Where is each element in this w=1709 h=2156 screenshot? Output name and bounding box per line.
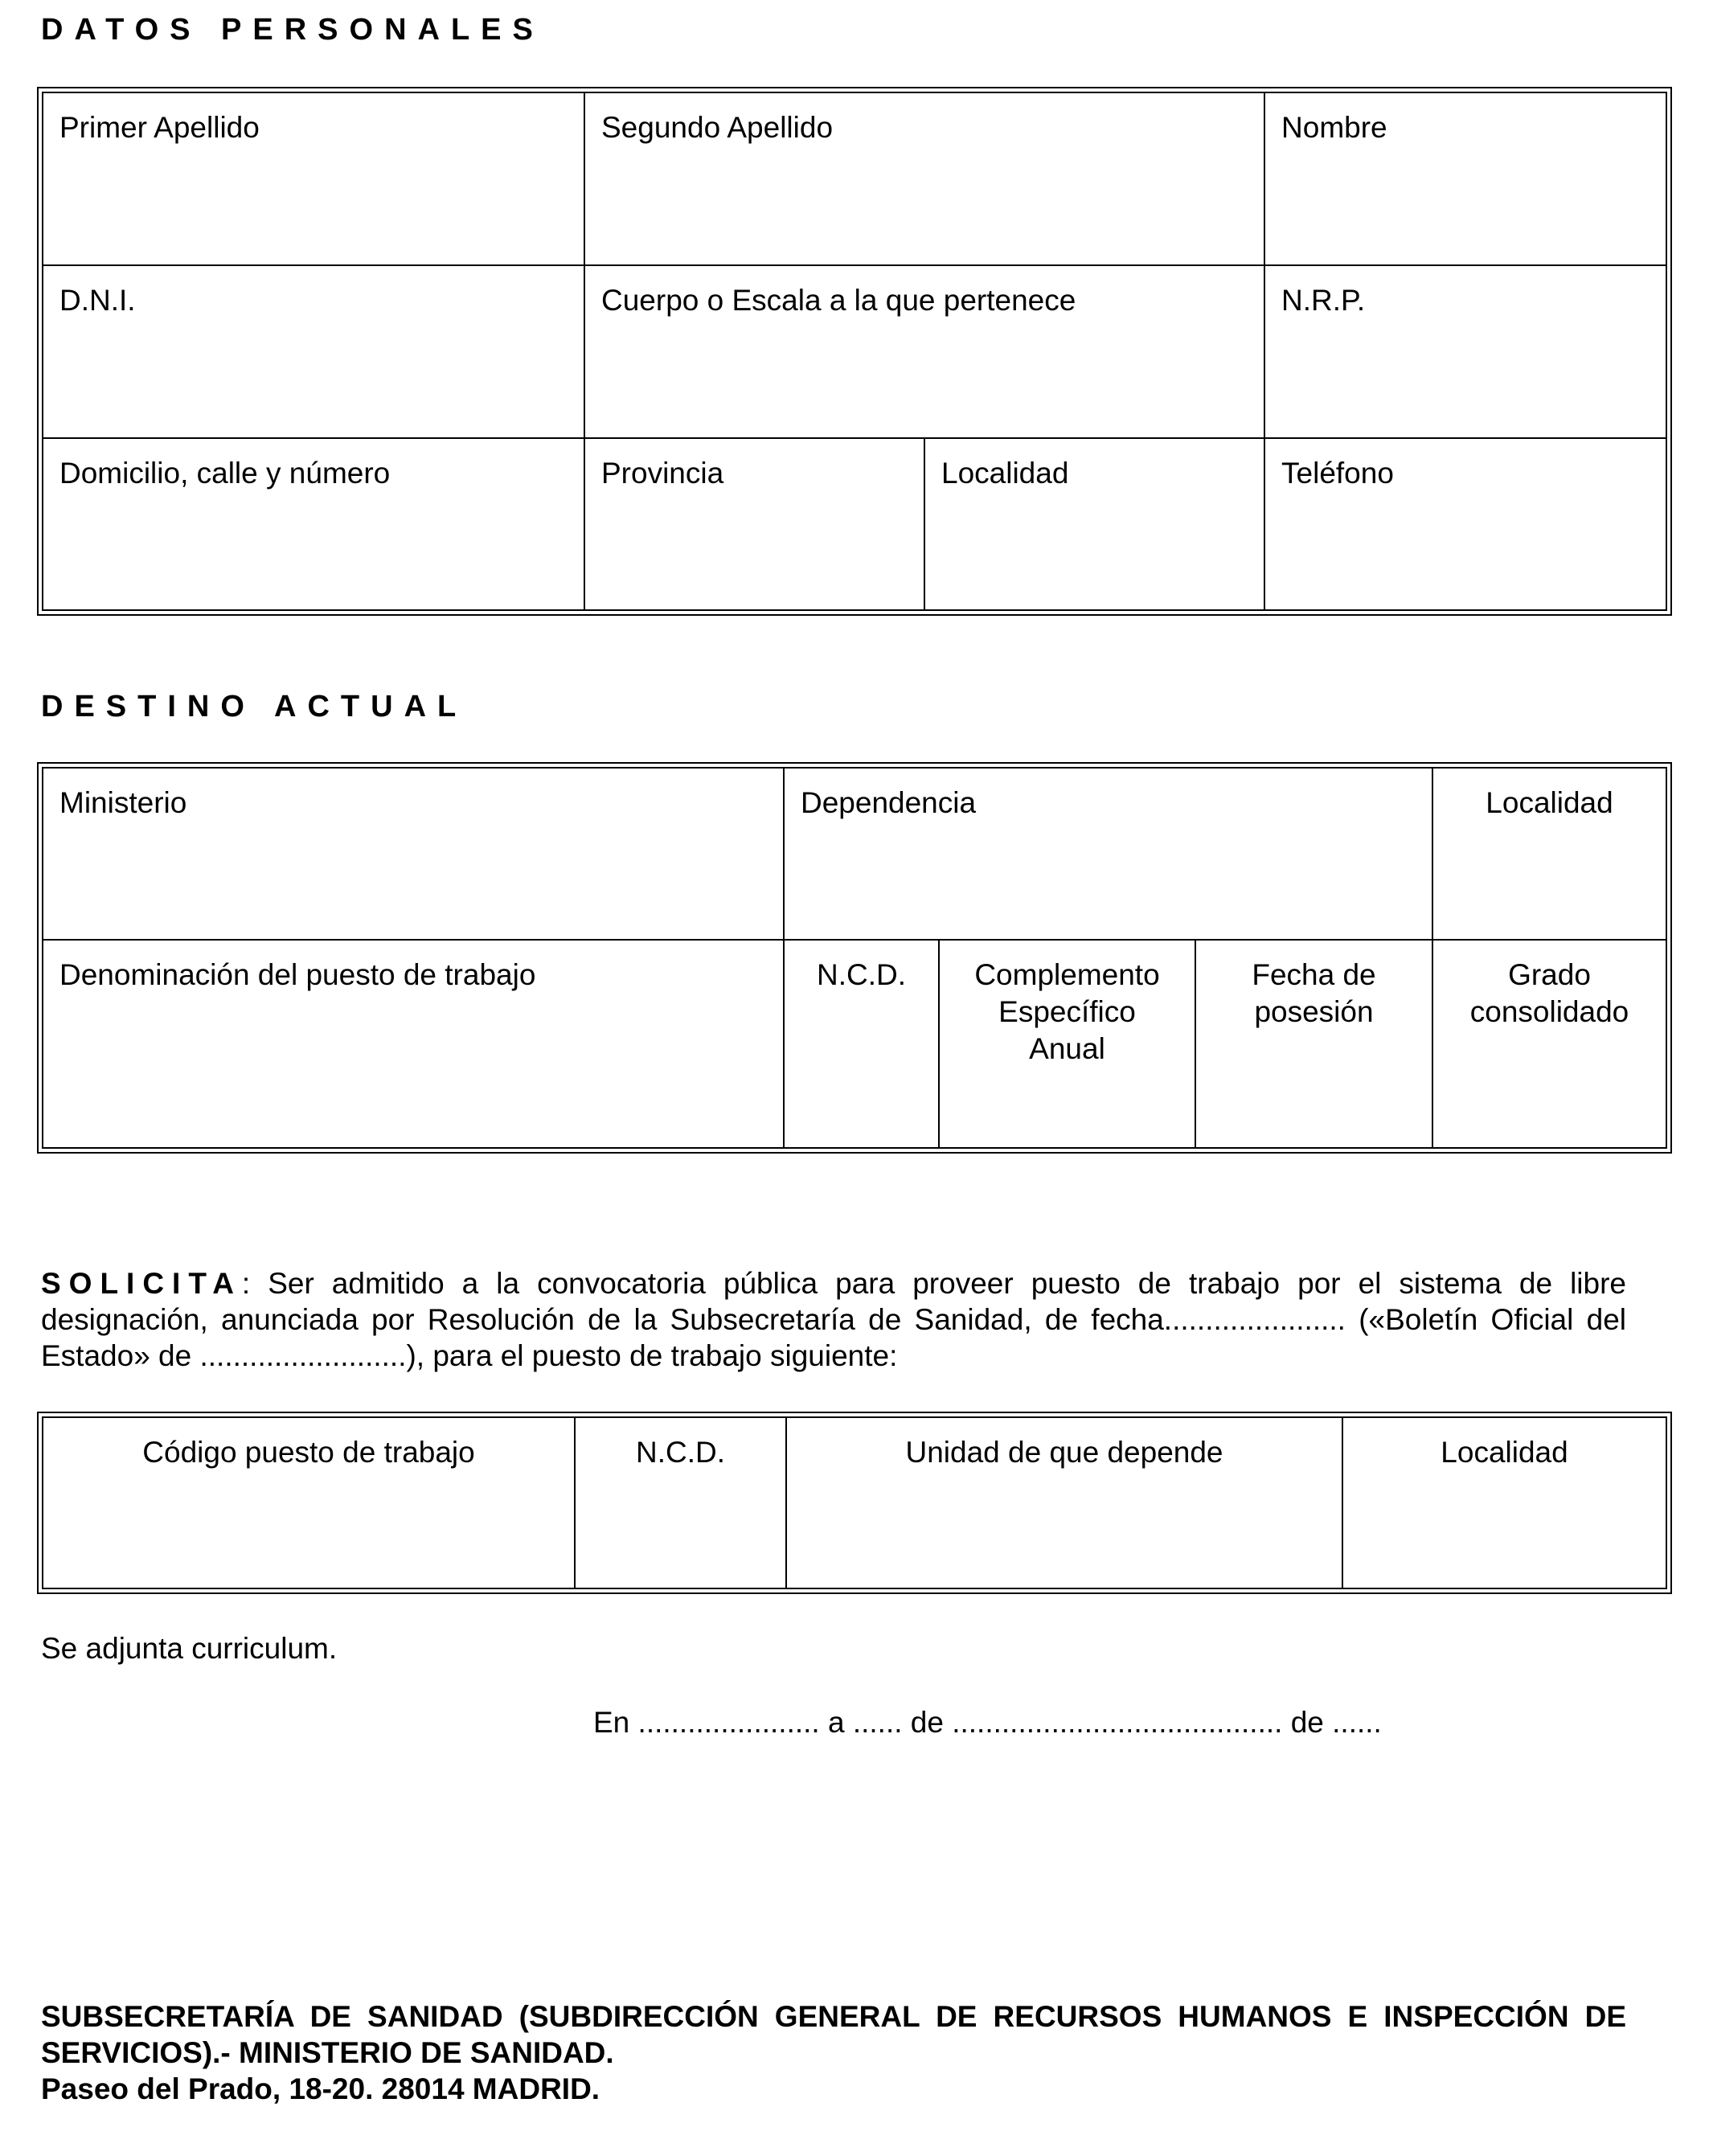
field-nombre[interactable] bbox=[1264, 92, 1666, 265]
field-codigo-puesto[interactable] bbox=[43, 1417, 575, 1588]
label-nombre: Nombre bbox=[1281, 111, 1387, 144]
label-fecha-line1: Fecha de bbox=[1252, 958, 1376, 991]
label-complemento-line1: Complemento bbox=[974, 958, 1160, 991]
label-nrp: N.R.P. bbox=[1281, 284, 1366, 317]
section-heading-datos-personales: DATOS PERSONALES bbox=[41, 13, 544, 47]
label-localidad-solicitado: Localidad bbox=[1441, 1436, 1568, 1469]
field-grado-consolidado[interactable] bbox=[1432, 940, 1666, 1148]
label-grado-line2: consolidado bbox=[1469, 995, 1629, 1028]
label-dependencia: Dependencia bbox=[801, 786, 977, 819]
label-localidad: Localidad bbox=[941, 457, 1069, 490]
label-codigo-puesto: Código puesto de trabajo bbox=[142, 1436, 475, 1469]
label-segundo-apellido: Segundo Apellido bbox=[601, 111, 834, 144]
field-unidad-depende[interactable] bbox=[786, 1417, 1342, 1588]
fecha-lugar-linea: En ...................... a ...... de ........................................ de ...... bbox=[593, 1706, 1382, 1739]
label-ministerio: Ministerio bbox=[59, 786, 187, 819]
field-provincia[interactable] bbox=[584, 438, 924, 610]
section-heading-destino-actual: DESTINO ACTUAL bbox=[41, 690, 468, 723]
footer-address bbox=[41, 1998, 1626, 2107]
label-complemento-line3: Anual bbox=[1029, 1032, 1105, 1065]
label-provincia: Provincia bbox=[601, 457, 724, 490]
field-domicilio[interactable] bbox=[43, 438, 584, 610]
field-fecha-posesion[interactable] bbox=[1195, 940, 1432, 1148]
label-domicilio: Domicilio, calle y número bbox=[59, 457, 391, 490]
field-cuerpo-escala[interactable] bbox=[584, 265, 1264, 438]
label-ncd-destino: N.C.D. bbox=[817, 958, 906, 991]
footer-organismo: SUBSECRETARÍA DE SANIDAD (SUBDIRECCIÓN GENERAL DE RECURSOS HUMANOS E INSPECCIÓN DE SERVICIOS).- MINISTERIO DE SANIDAD. bbox=[41, 2000, 1626, 2069]
field-nrp[interactable] bbox=[1264, 265, 1666, 438]
solicita-paragraph bbox=[41, 1265, 1626, 1374]
label-cuerpo-escala: Cuerpo o Escala a la que pertenece bbox=[601, 284, 1076, 317]
footer-direccion: Paseo del Prado, 18-20. 28014 MADRID. bbox=[41, 2072, 600, 2105]
label-fecha-line2: posesión bbox=[1254, 995, 1374, 1028]
field-localidad[interactable] bbox=[924, 438, 1264, 610]
field-dependencia[interactable] bbox=[784, 768, 1432, 940]
field-ncd-solicitado[interactable] bbox=[575, 1417, 786, 1588]
solicita-lead: SOLICITA bbox=[41, 1267, 242, 1300]
field-localidad-solicitado[interactable] bbox=[1342, 1417, 1666, 1588]
label-telefono: Teléfono bbox=[1281, 457, 1394, 490]
label-complemento-line2: Específico bbox=[998, 995, 1136, 1028]
adjunta-curriculum: Se adjunta curriculum. bbox=[41, 1632, 338, 1665]
label-dni: D.N.I. bbox=[59, 284, 136, 317]
label-denominacion-puesto: Denominación del puesto de trabajo bbox=[59, 958, 536, 991]
field-dni[interactable] bbox=[43, 265, 584, 438]
field-denominacion-puesto[interactable] bbox=[43, 940, 784, 1148]
label-primer-apellido: Primer Apellido bbox=[59, 111, 260, 144]
field-localidad-destino[interactable] bbox=[1432, 768, 1666, 940]
field-ncd-destino[interactable] bbox=[784, 940, 939, 1148]
field-ministerio[interactable] bbox=[43, 768, 784, 940]
destino-actual-table bbox=[37, 762, 1672, 1154]
field-complemento-especifico[interactable] bbox=[939, 940, 1195, 1148]
datos-personales-table bbox=[37, 87, 1672, 616]
label-ncd-solicitado: N.C.D. bbox=[636, 1436, 725, 1469]
field-segundo-apellido[interactable] bbox=[584, 92, 1264, 265]
label-localidad-destino: Localidad bbox=[1486, 786, 1613, 819]
label-grado-line1: Grado bbox=[1508, 958, 1591, 991]
solicita-text: : Ser admitido a la convocatoria pública para proveer puesto de trabajo por el sistema de libre designación, anunciada por Resolución de la Subsecretaría de Sanidad, de fecha...................... («Boletín Oficial del Estado» de .........................), para el puesto de trabajo siguiente: bbox=[41, 1267, 1626, 1372]
puesto-solicitado-table bbox=[37, 1412, 1672, 1594]
field-telefono[interactable] bbox=[1264, 438, 1666, 610]
field-primer-apellido[interactable] bbox=[43, 92, 584, 265]
label-unidad-depende: Unidad de que depende bbox=[905, 1436, 1223, 1469]
